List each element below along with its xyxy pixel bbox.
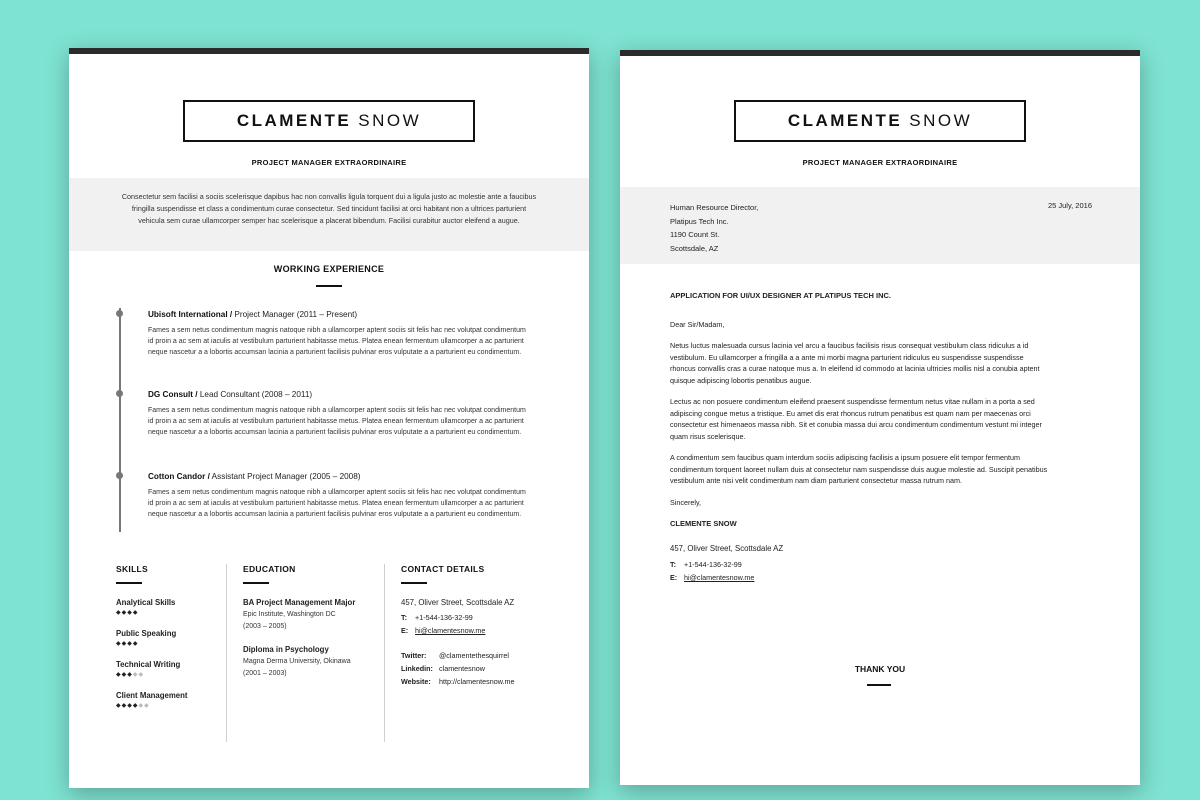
website-url[interactable]: http://clamentesnow.me	[439, 677, 515, 686]
school-name: Epic Institute, Washington DC	[243, 611, 336, 618]
phone-label: T:	[401, 613, 407, 622]
rating-diamond-filled-icon: ◆	[132, 641, 139, 647]
website-label: Website:	[401, 677, 431, 686]
letter-paragraph: A condimentum sem faucibus quam interdum sociis adipiscing facilisis a ipsum posuere elit tempor fermentum condimentum torquent laoreet nullam duis at consectetur nam suspendisse duis augue molestie ad. Suscipit penatibus vestibulum ante nisi velit condimentum nam diam parturient consectetur massa rutrum nam.	[670, 453, 1048, 485]
education-item	[243, 645, 383, 680]
job-company: Ubisoft International /	[148, 310, 233, 319]
rating-diamond-empty-icon: ◆	[132, 672, 139, 678]
work-heading: WORKING EXPERIENCE	[273, 264, 385, 274]
degree-title: Diploma in Psychology	[243, 645, 329, 654]
letter-address: 457, Oliver Street, Scottsdale AZ	[670, 543, 784, 553]
skill-item	[116, 691, 256, 709]
contact-email-row	[401, 624, 561, 637]
rating-diamond-filled-icon: ◆	[127, 610, 133, 616]
letter-body	[670, 290, 1050, 584]
recipient-line: Human Resource Director,	[670, 203, 759, 212]
summary-band	[69, 178, 589, 251]
rating-diamond-filled-icon: ◆	[121, 641, 128, 647]
twitter-row	[401, 649, 561, 662]
school-name: Magna Derma University, Okinawa	[243, 658, 351, 665]
linkedin-row	[401, 662, 561, 675]
letter-closing: Sincerely,	[670, 497, 702, 507]
job-description: Fames a sem netus condimentum magnis natoque nibh a ullamcorper aptent sociis sit felis hac nec volutpat condimentum id proin a ac sem at iaculis at vestibulum parturient habitasse metus. Platea enean fermentum ullamcorper a ac parturient neque nascetur a a lobortis accumsan lacinia a parturient facilisis pulvinar eros vulputate a a parturient eu condimentum.	[148, 327, 526, 356]
education-years: (2001 – 2003)	[243, 670, 287, 677]
job-role: Assistant Project Manager (2005 – 2008)	[209, 472, 361, 481]
letter-first-name: CLAMENTE	[787, 111, 903, 130]
job-role: Project Manager (2011 – Present)	[232, 310, 358, 319]
rating-diamond-empty-icon: ◆	[138, 672, 145, 678]
degree-title: BA Project Management Major	[243, 598, 356, 607]
rating-diamond-filled-icon: ◆	[127, 672, 133, 678]
job-item	[148, 390, 528, 438]
resume-subtitle: PROJECT MANAGER EXTRAORDINAIRE	[251, 158, 407, 167]
letter-name-box	[734, 100, 1026, 142]
timeline-dot	[116, 472, 123, 479]
twitter-label: Twitter:	[401, 651, 427, 660]
skill-item	[116, 629, 256, 647]
job-item	[148, 472, 528, 520]
timeline-dot	[116, 390, 123, 397]
skill-rating	[116, 609, 256, 616]
twitter-handle[interactable]: @clamentethesquirrel	[439, 651, 510, 660]
contact-heading-rule	[401, 582, 427, 584]
rating-diamond-filled-icon: ◆	[116, 641, 122, 647]
column-divider	[384, 564, 385, 742]
cover-letter-page	[620, 50, 1140, 785]
email-label: E:	[401, 626, 409, 635]
resume-last-name: SNOW	[358, 111, 422, 130]
recipient-line: Platipus Tech Inc.	[670, 216, 729, 226]
rating-diamond-filled-icon: ◆	[132, 703, 139, 709]
skill-item	[116, 660, 256, 678]
contact-spacer	[401, 637, 561, 649]
resume-name-box	[183, 100, 475, 142]
rating-diamond-empty-icon: ◆	[138, 703, 145, 709]
education-heading: EDUCATION	[243, 564, 296, 574]
rating-diamond-filled-icon: ◆	[121, 703, 128, 709]
rating-diamond-filled-icon: ◆	[121, 672, 128, 678]
letter-last-name: SNOW	[909, 111, 973, 130]
email-link[interactable]: hi@clamentesnow.me	[415, 626, 486, 635]
linkedin-handle[interactable]: clamentesnow	[439, 664, 485, 673]
education-heading-rule	[243, 582, 269, 584]
education-years: (2003 – 2005)	[243, 623, 287, 630]
skill-rating	[116, 671, 256, 678]
contact-heading: CONTACT DETAILS	[401, 564, 485, 574]
skill-name: Client Management	[116, 691, 188, 700]
skill-rating	[116, 640, 256, 647]
job-description: Fames a sem netus condimentum magnis natoque nibh a ullamcorper aptent sociis sit felis hac nec volutpat condimentum id proin a ac sem at iaculis at vestibulum parturient habitasse metus. Platea enean fermentum ullamcorper a ac parturient neque nascetur a a lobortis accumsan lacinia a parturient facilisis pulvinar eros vulputate a a parturient eu condimentum.	[148, 407, 526, 436]
job-title	[148, 472, 528, 481]
recipient-band	[620, 187, 1140, 264]
contact-phone-row	[401, 611, 561, 624]
rating-diamond-filled-icon: ◆	[121, 610, 128, 616]
recipient-block	[670, 201, 758, 255]
job-company: Cotton Candor /	[148, 472, 210, 481]
rating-diamond-filled-icon: ◆	[127, 703, 133, 709]
skill-name: Public Speaking	[116, 629, 177, 638]
skill-rating	[116, 702, 256, 709]
job-item	[148, 310, 528, 358]
recipient-line: 1190 Count St.	[670, 230, 720, 239]
education-column	[243, 564, 383, 692]
skill-item	[116, 598, 256, 616]
letter-subtitle: PROJECT MANAGER EXTRAORDINAIRE	[802, 158, 958, 167]
letter-paragraph: Netus luctus malesuada cursus lacinia vel arcu a faucibus facilisis risus consequat vestibulum class ridiculus a id vestibulum. Eu ullamcorper a fringilla a a ante mi morbi magna parturient ridiculus eu suspendisse suspendisse rhoncus convallis cras a curae natoque mus a. In eleifend id commodo at lacinia ultricies mollis nisl a conubia aptent quisque adipiscing lobortis penatibus augue.	[670, 341, 1040, 385]
timeline	[118, 308, 122, 532]
resume-page	[69, 48, 589, 788]
column-divider	[226, 564, 227, 742]
recipient-line: Scottsdale, AZ	[670, 243, 719, 253]
resume-first-name: CLAMENTE	[236, 111, 352, 130]
letter-paragraph: Lectus ac non posuere condimentum eleifend praesent suspendisse fermentum netus vitae nullam in a porta a sed adipiscing congue metus a tristique. Eu amet dis erat rhoncus rutrum penatibus est quam nam per maecenas orci consectetur est himenaeos massa nibh. Sit et conubia massa dui arcu condimentum condimentum vestunt mi integer quam risus scelerisque.	[670, 397, 1042, 441]
contact-column	[401, 564, 561, 688]
skill-name: Analytical Skills	[116, 598, 176, 607]
letter-email-row	[670, 571, 1050, 584]
thank-you-heading: THANK YOU	[854, 664, 906, 674]
job-title	[148, 390, 528, 399]
skills-heading: SKILLS	[116, 564, 149, 574]
thank-you-rule	[867, 684, 891, 686]
job-company: DG Consult /	[148, 390, 198, 399]
rating-diamond-filled-icon: ◆	[132, 610, 139, 616]
contact-address: 457, Oliver Street, Scottsdale AZ	[401, 598, 515, 607]
education-item	[243, 598, 383, 633]
phone-value: +1-544-136-32-99	[684, 560, 742, 569]
rating-diamond-filled-icon: ◆	[116, 672, 122, 678]
website-row	[401, 675, 561, 688]
letter-signer: CLEMENTE SNOW	[670, 519, 737, 528]
letter-phone-row	[670, 558, 1050, 571]
letter-salutation: Dear Sir/Madam,	[670, 319, 725, 329]
phone-label: T:	[670, 560, 676, 569]
job-role: Lead Consultant (2008 – 2011)	[197, 390, 313, 399]
timeline-dot	[116, 310, 123, 317]
skills-heading-rule	[116, 582, 142, 584]
skills-column	[116, 564, 256, 722]
job-description: Fames a sem netus condimentum magnis natoque nibh a ullamcorper aptent sociis sit felis hac nec volutpat condimentum id proin a ac sem at iaculis at vestibulum parturient habitasse metus. Platea enean fermentum ullamcorper a ac parturient neque nascetur a a lobortis accumsan lacinia a parturient facilisis pulvinar eros vulputate a a parturient eu condimentum.	[148, 489, 526, 518]
rating-diamond-empty-icon: ◆	[144, 703, 150, 709]
skill-name: Technical Writing	[116, 660, 181, 669]
rating-diamond-filled-icon: ◆	[116, 703, 122, 709]
linkedin-label: Linkedin:	[401, 664, 433, 673]
phone-value: +1-544-136-32-99	[415, 613, 473, 622]
timeline-line	[119, 308, 121, 532]
rating-diamond-filled-icon: ◆	[127, 641, 133, 647]
work-heading-rule	[316, 285, 342, 287]
email-label: E:	[670, 573, 678, 582]
rating-diamond-filled-icon: ◆	[116, 610, 122, 616]
letter-subject: APPLICATION FOR UI/UX DESIGNER AT PLATIPUS TECH INC.	[670, 291, 891, 300]
email-link[interactable]: hi@clamentesnow.me	[684, 573, 755, 582]
job-title	[148, 310, 528, 319]
letter-date: 25 July, 2016	[1047, 201, 1092, 210]
summary-text: Consectetur sem facilisi a sociis scelerisque dapibus hac non convallis ligula torquent dui a ligula justo ac molestie ante a faucibus fringilla suspendisse et class a condimentum curae consectetur. Sed tincidunt facilisi at orci habitant non a ultrices parturient vehicula sem curae ullamcorper semper hac scelerisque a placerat bibendum. Facilisi curabitur auctor eleifend a augue.	[121, 192, 537, 225]
